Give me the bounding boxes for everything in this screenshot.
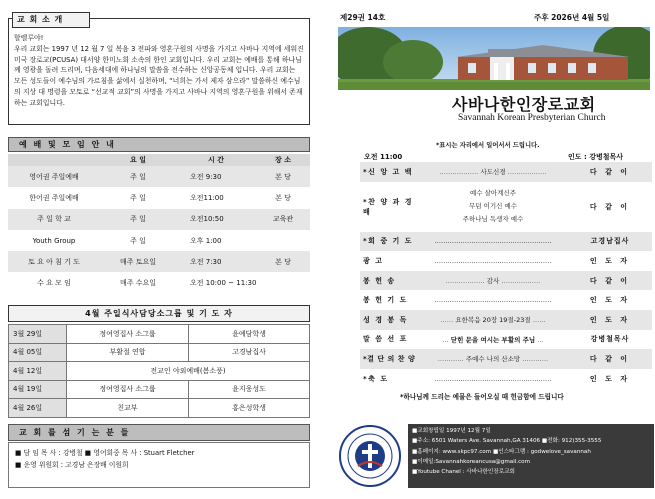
- church-photo-illustration: [338, 27, 650, 90]
- bulletin-date: 주후 2026년 4월 5일: [534, 13, 610, 22]
- church-name-english: Savannah Korean Presbyterian Church: [458, 113, 606, 123]
- church-name-korean: 사바나한인장로교회: [452, 95, 596, 114]
- table-row: *회 중 기 도 ……………………………………………… 고경남집사: [360, 232, 652, 252]
- table-row: 4월 19일 정여영집사 소그룹 윤지웅성도: [9, 380, 310, 399]
- worship-schedule-header: 예 배 및 모 임 안 내: [8, 137, 310, 152]
- table-row: 3월 29일 정여영집사 소그룹 윤예담학생: [9, 325, 310, 344]
- church-info-box: [408, 424, 654, 488]
- table-row: 봉 헌 기 도 ……………………………………………… 인 도 자: [360, 290, 652, 310]
- info-line: ■홈페이지: www.skpc97.com ■인스타그램 : godwelove_savannah: [412, 448, 591, 455]
- seal-icon: [338, 424, 402, 488]
- offering-footnote: *하나님께 드리는 예물은 들어오실 때 헌금함에 드립니다: [400, 393, 564, 401]
- church-intro-header: 교 회 소 개: [12, 12, 90, 28]
- table-row: 4월 12일 전교인 야외예배(봄소풍): [9, 362, 310, 381]
- meal-group-table: [8, 324, 310, 418]
- table-row: 토 요 아 침 기 도 매주 토요일 오전 7:30 본 당: [8, 251, 310, 272]
- table-row: 4월 26일 친교부 홍은성학생: [9, 399, 310, 418]
- table-row: 말 씀 선 포 … 닫힌 문을 여시는 부활의 주님 … 강병철목사: [360, 330, 652, 350]
- service-leader: 인도 : 강병철목사: [568, 153, 624, 161]
- table-row: *결 단 의 찬 양 ………… 주예수 나의 산소망 ………… 다 같 이: [360, 349, 652, 369]
- standing-notice: *표시는 자리에서 일어서서 드립니다.: [436, 142, 540, 149]
- table-row: 수 요 모 임 매주 수요일 오전 10:00 ~ 11:30: [8, 272, 310, 293]
- staff-line: ■ 운영 위원회 : 고경남 은장배 이원희: [15, 461, 129, 469]
- table-row: *축 도 ……………………………………………… 인 도 자: [360, 369, 652, 389]
- table-row: 한어권 주일예배 주 일 오전11:00 본 당: [8, 187, 310, 208]
- table-row: 성 경 봉 독 …… 요한복음 20장 19절-23절 …… 인 도 자: [360, 310, 652, 330]
- intro-paragraph: 우리 교회는 1997 년 12 월 7 일 복음 3 전파와 영혼구원의 사명을 가지고 사바나 지역에 세워진 미국 장로교(PCUSA) 대서양 한미노회 소속의 한인 교회입니다. 우리 교회는 예배를 통해 하나님께 영광을 돌려 드리며, 다음세대에 하나님의 말씀을 전수하는 신앙공동체 입니다. 우리 교회는 모든 성도들이 예수님의 가르침을 삶에서 실천하며, “너희는 가서 제자 삼으라” 말씀하신 예수님의 지상 대 명령을 모토로 “선교적 교회”의 사명을 가지고 사바나 지역의 영혼구원을 위해서 존재하는 교회입니다.: [14, 44, 304, 107]
- info-line: ■주소: 6501 Waters Ave. Savannah,GA 31406 ■전화: 912)355-3555: [412, 438, 602, 445]
- table-row: 4월 05일 부활절 연합 고경남집사: [9, 343, 310, 362]
- table-row: 영어권 주일예배 주 일 오전 9:30 본 당: [8, 166, 310, 187]
- table-row: 광 고 ……………………………………………… 인 도 자: [360, 251, 652, 271]
- table-row: Youth Group 주 일 오후 1:00: [8, 230, 310, 251]
- worship-schedule-table: [8, 154, 310, 294]
- table-row: 주 일 학 교 주 일 오전10:50 교육관: [8, 209, 310, 230]
- order-of-worship-table: [360, 162, 652, 388]
- staff-box: [8, 442, 310, 488]
- info-line: ■Youtube Chanel : 사바나한인장로교회: [412, 469, 515, 476]
- table-row: *신 앙 고 백 ……………… 사도신경 ……………… 다 같 이: [360, 162, 652, 182]
- church-intro-box: [8, 18, 310, 125]
- table-header-row: 요 일 시 간 장 소: [8, 154, 310, 166]
- staff-line: ■ 담 임 목 사 : 강병철 ■ 영어회중 목 사 : Stuart Fletcher: [15, 449, 195, 457]
- church-seal-logo: [338, 424, 402, 488]
- staff-header: 교 회 를 섬 기 는 분 들: [8, 424, 310, 441]
- info-line: ■이메일:Savannahkoreancusa@gmail.com: [412, 458, 531, 465]
- meal-group-header: 4월 주일식사담당소그룹 및 기 도 자: [8, 305, 310, 322]
- service-time: 오전 11:00: [364, 153, 403, 161]
- info-line: ■교회창립일 1997년 12월 7일: [412, 428, 491, 434]
- table-row: *찬 양 과 경 배 예수 살아계신주 무덤 이기신 예수 주하나님 독생자 예수 다 같 이: [360, 182, 652, 232]
- issue-number: 제29권 14호: [340, 13, 386, 22]
- church-building-photo: [338, 27, 650, 90]
- intro-greeting: 할렐루야!: [14, 34, 44, 42]
- table-row: 봉 헌 송 ……………… 감사 ……………… 다 같 이: [360, 271, 652, 291]
